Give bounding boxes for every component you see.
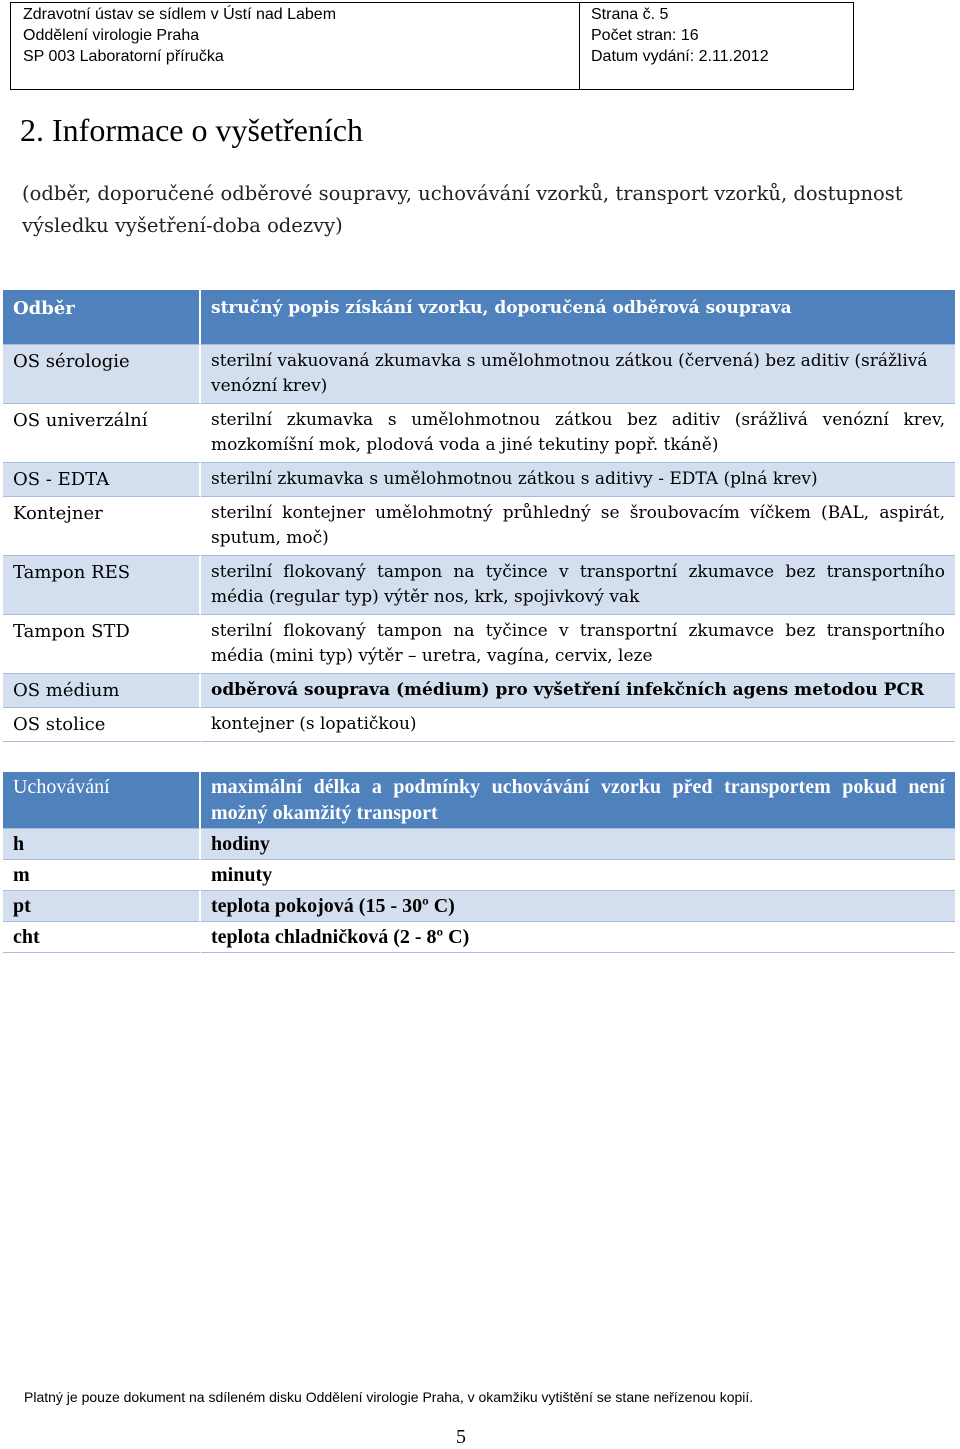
header-institute: Zdravotní ústav se sídlem v Ústí nad Labem	[23, 6, 337, 23]
table-row	[3, 891, 955, 922]
header-right-column	[591, 4, 853, 67]
header-department: Oddělení virologie Praha	[23, 27, 200, 44]
row-key: h	[3, 829, 201, 860]
table-row	[3, 922, 955, 953]
row-value: teplota pokojová (15 - 30º C)	[201, 891, 955, 922]
row-value: minuty	[201, 860, 955, 891]
header-divider	[579, 3, 580, 89]
document-header	[10, 2, 854, 90]
section-subtitle: (odběr, doporučené odběrové soupravy, uchovávání vzorků, transport vzorků, dostupnost výsledku vyšetření-doba odezvy)	[22, 182, 903, 237]
table-header-row	[3, 290, 955, 345]
row-value: teplota chladničková (2 - 8º C)	[201, 922, 955, 953]
header-page-count: Počet stran: 16	[591, 27, 699, 44]
header-document: SP 003 Laboratorní příručka	[23, 48, 224, 65]
row-value: sterilní zkumavka s umělohmotnou zátkou bez aditiv (srážlivá venózní krev, mozkomíšní mok, plodová voda a jiné tekutiny popř. tkáně)	[201, 404, 955, 463]
row-value: hodiny	[201, 829, 955, 860]
footer-note: Platný je pouze dokument na sdíleném disku Oddělení virologie Praha, v okamžiku vytištění se stane neřízenou kopií.	[24, 1389, 754, 1405]
header-cell-key: Uchovávání	[3, 772, 201, 829]
row-value: sterilní zkumavka s umělohmotnou zátkou s aditivy - EDTA (plná krev)	[201, 463, 955, 497]
table-row	[3, 708, 955, 742]
table-row	[3, 860, 955, 891]
row-value: sterilní flokovaný tampon na tyčince v transportní zkumavce bez transportního média (regular typ) výtěr nos, krk, spojivkový vak	[201, 556, 955, 615]
header-left-column	[23, 4, 579, 67]
table-row	[3, 829, 955, 860]
row-value: sterilní vakuovaná zkumavka s umělohmotnou zátkou (červená) bez aditiv (srážlivá venózní krev)	[201, 345, 955, 404]
row-key: OS - EDTA	[3, 463, 201, 497]
row-key: Tampon STD	[3, 615, 201, 674]
row-value: kontejner (s lopatičkou)	[201, 708, 955, 742]
header-page: Strana č. 5	[591, 6, 669, 23]
header-cell-value: maximální délka a podmínky uchovávání vzorku před transportem pokud není možný okamžitý transport	[201, 772, 955, 829]
header-issue-date: Datum vydání: 2.11.2012	[591, 48, 769, 65]
table-row	[3, 556, 955, 615]
table-header-row	[3, 772, 955, 829]
storage-table	[3, 772, 955, 953]
table-row	[3, 615, 955, 674]
row-key: m	[3, 860, 201, 891]
row-key: OS univerzální	[3, 404, 201, 463]
table-row	[3, 674, 955, 708]
row-value: odběrová souprava (médium) pro vyšetření infekčních agens metodou PCR	[201, 674, 955, 708]
row-value: sterilní kontejner umělohmotný průhledný se šroubovacím víčkem (BAL, aspirát, sputum, moč)	[201, 497, 955, 556]
row-key: OS stolice	[3, 708, 201, 742]
row-value: sterilní flokovaný tampon na tyčince v transportní zkumavce bez transportního média (mini typ) výtěr – uretra, vagína, cervix, leze	[201, 615, 955, 674]
row-key: Kontejner	[3, 497, 201, 556]
row-key: OS médium	[3, 674, 201, 708]
table-row	[3, 497, 955, 556]
table-row	[3, 404, 955, 463]
collection-table	[3, 290, 955, 742]
row-key: pt	[3, 891, 201, 922]
row-key: OS sérologie	[3, 345, 201, 404]
page-number: 5	[456, 1426, 466, 1448]
section-title: 2. Informace o vyšetřeních	[20, 112, 363, 148]
header-cell-value: stručný popis získání vzorku, doporučená odběrová souprava	[201, 290, 955, 345]
row-key: cht	[3, 922, 201, 953]
table-row	[3, 345, 955, 404]
header-cell-key: Odběr	[3, 290, 201, 345]
table-row	[3, 463, 955, 497]
row-key: Tampon RES	[3, 556, 201, 615]
